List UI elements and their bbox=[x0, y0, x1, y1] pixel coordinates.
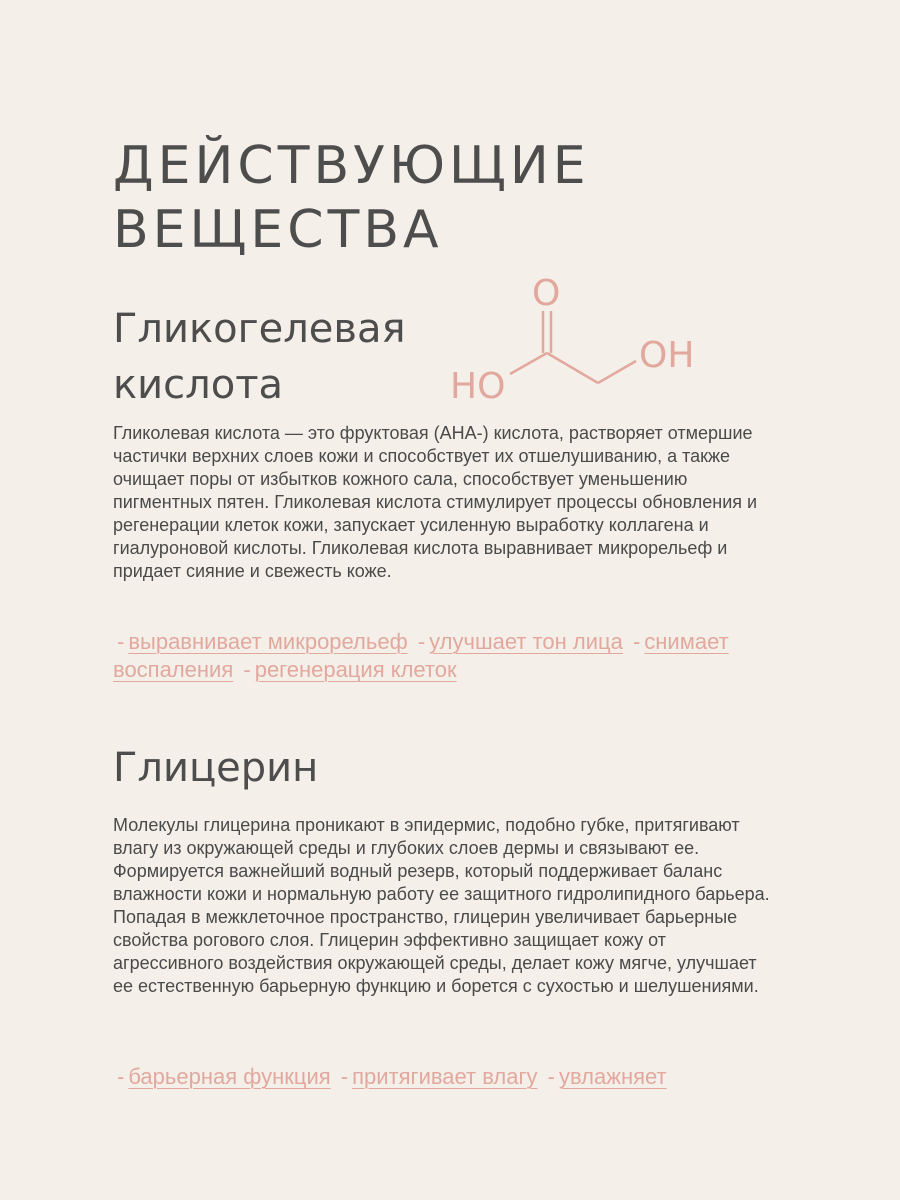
tag-separator: - bbox=[417, 629, 426, 654]
tag-separator: - bbox=[117, 1064, 125, 1089]
page-title-line-1: ДЕЙСТВУЮЩИЕ bbox=[113, 136, 590, 196]
glycolic-acid-title bbox=[113, 301, 406, 413]
tag-evens-microrelief[interactable]: выравнивает микрорельеф bbox=[128, 629, 408, 654]
tag-relieves-inflammation[interactable]: снимает воспаления bbox=[113, 629, 729, 682]
tag-attracts-moisture[interactable]: притягивает влагу bbox=[352, 1064, 538, 1089]
glycolic-acid-tags bbox=[113, 628, 753, 684]
c-to-c-bond bbox=[547, 353, 598, 383]
tag-improves-complexion[interactable]: улучшает тон лица bbox=[429, 629, 623, 654]
glycerin-title bbox=[113, 740, 318, 796]
glycerin-description: Молекулы глицерина проникают в эпидермис, подобно губке, притягивают влагу из окружающей среды и глубоких слоев дермы и связывают ее. Формируется важнейший водный резерв, который поддерживает баланс влажности кожи и нормальную работу ее защитного гидролипидного барьера. Попадая в межклеточное пространство, глицерин увеличивает барьерные свойства рогового слоя. Глицерин эффективно защищает кожу от агрессивного воздействия окружающей среды, делает кожу мягче, улучшает ее естественную барьерную функцию и борется с сухостью и шелушениями. bbox=[113, 815, 770, 996]
oxygen-atom-label: O bbox=[532, 273, 561, 314]
glycolic-acid-description: Гликолевая кислота — это фруктовая (АНА-) кислота, растворяет отмершие частички верхних слоев кожи и способствует их отшелушиванию, а также очищает поры от избытков кожного сала, способствует уменьшению пигментных пятен. Гликолевая кислота стимулирует процессы обновления и регенерации клеток кожи, запускает усиленную выработку коллагена и гиалуроновой кислоты. Гликолевая кислота выравнивает микрорельеф и придает сияние и свежесть коже. bbox=[113, 423, 758, 581]
page-title bbox=[113, 134, 590, 262]
tag-separator: - bbox=[117, 629, 125, 654]
tag-barrier-function[interactable]: барьерная функция bbox=[128, 1064, 331, 1089]
hydroxyl-right-label: OH bbox=[639, 335, 695, 376]
glycolic-acid-structure-formula bbox=[440, 270, 710, 410]
tag-cell-regeneration[interactable]: регенерация клеток bbox=[254, 657, 457, 682]
glycolic-acid-title-line-1: Гликогелевая bbox=[113, 306, 406, 352]
tag-moisturizes[interactable]: увлажняет bbox=[558, 1064, 667, 1089]
page-title-line-2: ВЕЩЕСТВА bbox=[113, 200, 443, 260]
c-to-oh-bond bbox=[598, 361, 636, 383]
tag-separator: - bbox=[632, 629, 641, 654]
hydroxyl-left-label: HO bbox=[450, 366, 506, 407]
c-to-ho-bond bbox=[510, 353, 547, 374]
tag-separator: - bbox=[243, 657, 251, 682]
tag-separator: - bbox=[340, 1064, 349, 1089]
glycolic-acid-title-line-2: кислота bbox=[113, 362, 283, 408]
tag-separator: - bbox=[547, 1064, 555, 1089]
glycerin-title-line-1: Глицерин bbox=[113, 745, 319, 791]
glycerin-tags bbox=[113, 1063, 753, 1091]
